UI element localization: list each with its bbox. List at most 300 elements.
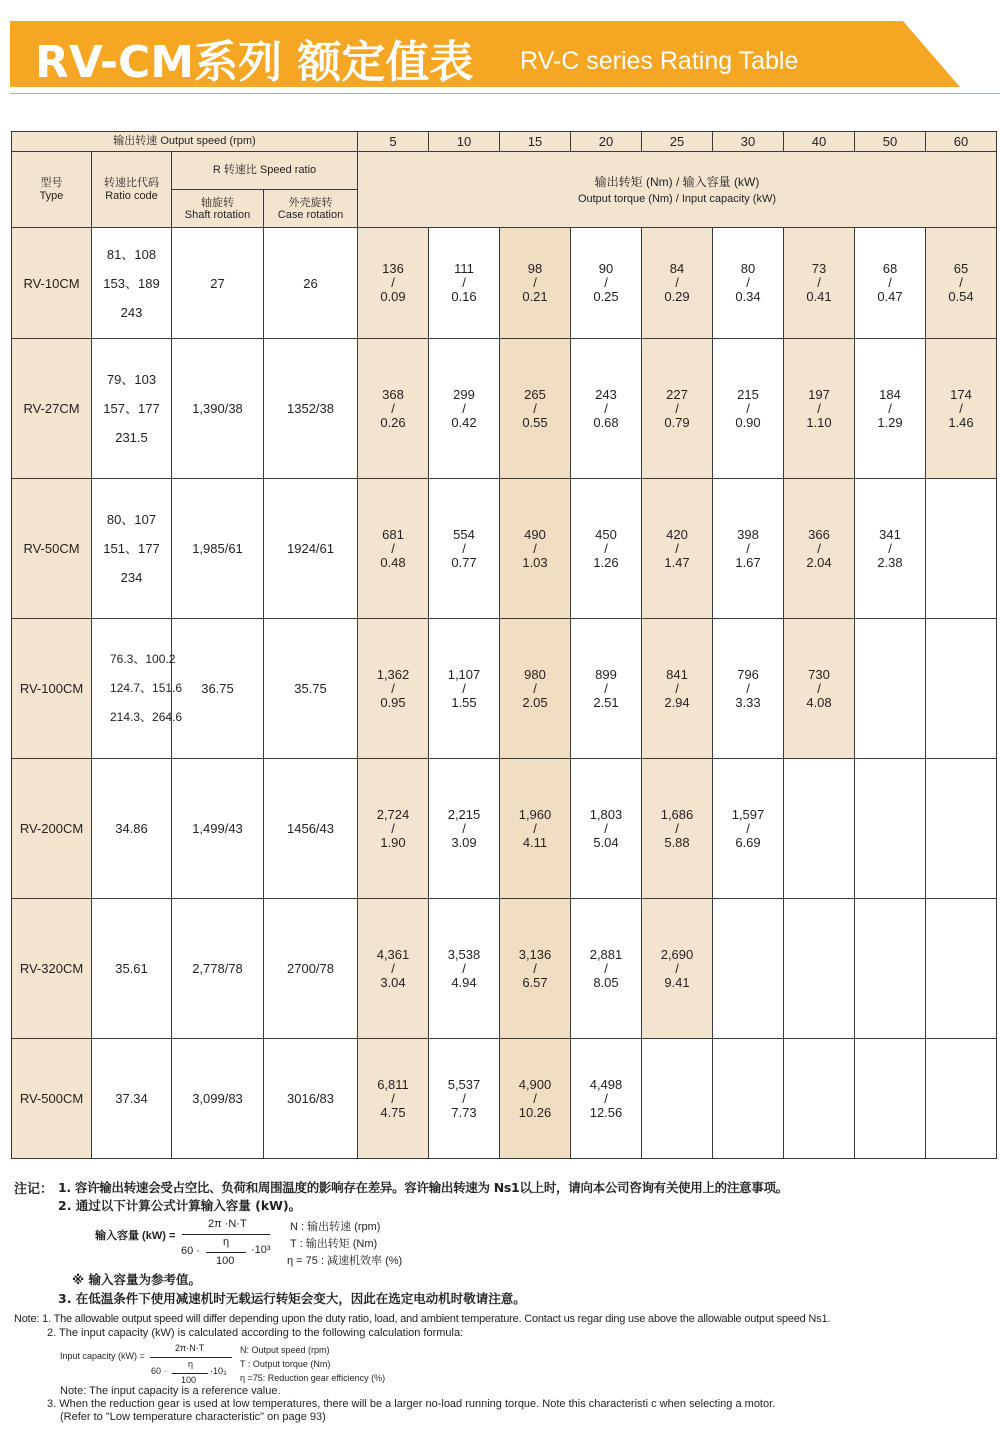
input-capacity-value: 6.69 xyxy=(735,834,761,850)
torque-capacity-cell xyxy=(642,479,713,619)
speed-50: 50 xyxy=(855,132,926,152)
torque-capacity-cell xyxy=(500,759,571,899)
output-torque-value: 84 xyxy=(669,261,685,276)
speed-15: 15 xyxy=(500,132,571,152)
case-rotation-cn: 外壳旋转 xyxy=(288,196,333,209)
case-rotation-ratio: 3016/83 xyxy=(264,1039,358,1159)
table-row xyxy=(12,899,997,1039)
model-type-cell: RV-10CM xyxy=(12,228,92,339)
input-capacity-value: 1.47 xyxy=(664,554,690,570)
value-separator: / xyxy=(675,960,679,976)
shaft-rotation-ratio: 3,099/83 xyxy=(172,1039,264,1159)
torque-header-en: Output torque (Nm) / Input capacity (kW) xyxy=(577,192,777,205)
output-torque-value: 899 xyxy=(595,666,617,682)
table-row xyxy=(12,619,997,759)
torque-capacity-cell xyxy=(358,339,429,479)
value-separator: / xyxy=(746,400,750,416)
value-separator: / xyxy=(391,540,395,556)
formula-cn-hundred: 100 xyxy=(216,1255,235,1267)
torque-capacity-cell xyxy=(855,339,926,479)
value-separator: / xyxy=(604,540,608,556)
formula-cn-legend-eta: η = 75 : 减速机效率 (%) xyxy=(287,1255,403,1267)
case-rotation-ratio: 26 xyxy=(264,228,358,339)
formula-en-power: ·10₃ xyxy=(210,1366,227,1376)
value-separator: / xyxy=(888,540,892,556)
torque-capacity-cell xyxy=(642,619,713,759)
torque-capacity-cell xyxy=(429,479,500,619)
note-en-2: 2. The input capacity (kW) is calculated according to the following calculation formula: xyxy=(47,1327,464,1339)
value-separator: / xyxy=(604,275,608,290)
value-separator: / xyxy=(746,680,750,696)
formula-cn-legend-n: N : 输出转速 (rpm) xyxy=(290,1221,381,1233)
torque-capacity-cell xyxy=(571,1039,642,1159)
torque-capacity-cell xyxy=(784,479,855,619)
formula-cn-legend-t: T : 输出转矩 (Nm) xyxy=(290,1238,378,1250)
model-type-cell: RV-320CM xyxy=(12,899,92,1039)
rating-table-body xyxy=(12,228,997,1159)
ratio-code-value: 214.3、264.6 xyxy=(110,710,183,724)
torque-capacity-cell xyxy=(429,339,500,479)
input-capacity-value: 3.33 xyxy=(735,694,761,710)
input-capacity-value: 0.25 xyxy=(593,289,619,304)
empty-cell xyxy=(855,759,926,899)
formula-cn-numerator: 2π ·N·T xyxy=(208,1218,247,1230)
input-capacity-value: 0.26 xyxy=(380,414,406,430)
shaft-rotation-cn: 轴旋转 xyxy=(201,196,234,209)
table-row xyxy=(12,479,997,619)
torque-capacity-cell xyxy=(429,619,500,759)
input-capacity-value: 3.04 xyxy=(380,974,406,990)
torque-capacity-header xyxy=(358,152,997,228)
speed-ratio-header: R 转速比 Speed ratio xyxy=(172,152,358,190)
torque-capacity-cell xyxy=(500,228,571,339)
speed-30: 30 xyxy=(713,132,784,152)
torque-capacity-cell xyxy=(642,228,713,339)
input-capacity-value: 0.09 xyxy=(380,289,406,304)
input-capacity-value: 5.04 xyxy=(593,834,619,850)
value-separator: / xyxy=(746,540,750,556)
torque-capacity-cell xyxy=(358,759,429,899)
output-torque-value: 4,900 xyxy=(518,1076,552,1092)
shaft-rotation-en: Shaft rotation xyxy=(184,208,251,221)
output-torque-value: 265 xyxy=(524,386,546,402)
ratio-code-value: 243 xyxy=(120,304,143,320)
output-torque-value: 215 xyxy=(737,386,759,402)
input-capacity-value: 0.21 xyxy=(522,289,548,304)
case-rotation-en: Case rotation xyxy=(277,208,344,221)
output-torque-value: 136 xyxy=(382,261,404,276)
input-capacity-value: 4.08 xyxy=(806,694,832,710)
shaft-rotation-header xyxy=(172,190,264,228)
output-torque-value: 174 xyxy=(950,386,972,402)
value-separator: / xyxy=(817,400,821,416)
value-separator: / xyxy=(675,680,679,696)
torque-capacity-cell xyxy=(713,759,784,899)
torque-capacity-cell xyxy=(642,759,713,899)
ratio-code-cell xyxy=(92,479,172,619)
torque-capacity-cell xyxy=(358,619,429,759)
rating-table xyxy=(11,131,997,1159)
output-torque-value: 243 xyxy=(595,386,617,402)
torque-capacity-cell xyxy=(571,899,642,1039)
value-separator: / xyxy=(533,400,537,416)
note-en-reference: Note: The input capacity is a reference value. xyxy=(60,1385,281,1397)
table-row xyxy=(12,1039,997,1159)
torque-capacity-cell xyxy=(642,899,713,1039)
torque-capacity-cell xyxy=(784,228,855,339)
torque-capacity-cell xyxy=(926,339,997,479)
ratio-code-header-cn: 转速比代码 xyxy=(104,176,159,189)
value-separator: / xyxy=(391,275,395,290)
value-separator: / xyxy=(604,820,608,836)
formula-en-fraction-bar xyxy=(150,1357,232,1358)
input-capacity-value: 8.05 xyxy=(593,974,619,990)
value-separator: / xyxy=(533,1090,537,1106)
ratio-code-header-en: Ratio code xyxy=(105,189,158,202)
case-rotation-ratio: 1924/61 xyxy=(264,479,358,619)
input-capacity-value: 0.47 xyxy=(877,289,903,304)
shaft-rotation-ratio: 1,499/43 xyxy=(172,759,264,899)
title-banner xyxy=(0,0,1000,95)
value-separator: / xyxy=(391,1090,395,1106)
torque-capacity-cell xyxy=(571,759,642,899)
value-separator: / xyxy=(675,400,679,416)
value-separator: / xyxy=(462,960,466,976)
output-torque-value: 1,107 xyxy=(447,666,481,682)
torque-capacity-cell xyxy=(500,479,571,619)
empty-cell xyxy=(784,759,855,899)
table-row xyxy=(12,759,997,899)
value-separator: / xyxy=(533,275,537,290)
ratio-code-header xyxy=(92,152,172,228)
output-torque-value: 184 xyxy=(879,386,901,402)
torque-capacity-cell xyxy=(358,228,429,339)
formula-en-lhs: Input capacity (kW) = xyxy=(60,1351,145,1361)
formula-cn-eta: η xyxy=(223,1236,230,1248)
value-separator: / xyxy=(817,275,821,290)
formula-cn-lhs: 输入容量 (kW) = xyxy=(95,1230,176,1242)
note-en-3: 3. When the reduction gear is used at low temperatures, there will be a larger no-load running torque. Note this characteristi c when selecting a motor. xyxy=(47,1398,776,1410)
value-separator: / xyxy=(462,680,466,696)
ratio-code-cell xyxy=(92,899,172,1039)
value-separator: / xyxy=(391,680,395,696)
torque-capacity-cell xyxy=(358,1039,429,1159)
ratio-code-cell xyxy=(92,228,172,339)
ratio-code-value: 231.5 xyxy=(115,430,148,445)
torque-capacity-cell xyxy=(429,1039,500,1159)
speed-20: 20 xyxy=(571,132,642,152)
input-capacity-value: 0.68 xyxy=(593,414,619,430)
input-capacity-value: 0.29 xyxy=(664,289,690,304)
notes-cn-label: 注记： xyxy=(14,1182,54,1197)
ratio-code-value: 37.34 xyxy=(115,1091,148,1106)
torque-capacity-cell xyxy=(500,1039,571,1159)
output-torque-value: 841 xyxy=(666,666,688,682)
input-capacity-value: 7.73 xyxy=(451,1104,477,1120)
banner-underline xyxy=(10,93,1000,94)
output-torque-value: 73 xyxy=(811,261,827,276)
note-cn-2: 2. 通过以下计算公式计算输入容量 (kW)。 xyxy=(58,1198,302,1213)
value-separator: / xyxy=(888,275,892,290)
input-capacity-value: 0.77 xyxy=(451,554,477,570)
input-capacity-value: 4.11 xyxy=(522,834,548,850)
note-cn-1: 1. 容许输出转速会受占空比、负荷和周围温度的影响存在差异。容许输出转速为 Ns1以上时，请向本公司咨询有关使用上的注意事项。 xyxy=(58,1180,788,1195)
torque-capacity-cell xyxy=(784,619,855,759)
torque-capacity-cell xyxy=(571,228,642,339)
formula-cn-denominator-left: 60 · xyxy=(181,1245,200,1257)
value-separator: / xyxy=(462,1090,466,1106)
formula-en-legend-t: T : Output torque (Nm) xyxy=(240,1359,331,1369)
empty-cell xyxy=(926,899,997,1039)
torque-capacity-cell xyxy=(358,479,429,619)
input-capacity-value: 1.03 xyxy=(522,554,548,570)
input-capacity-value: 0.55 xyxy=(522,414,548,430)
value-separator: / xyxy=(533,540,537,556)
speed-25: 25 xyxy=(642,132,713,152)
output-torque-value: 2,881 xyxy=(589,946,623,962)
output-torque-value: 366 xyxy=(808,526,830,542)
output-torque-value: 450 xyxy=(595,526,617,542)
input-capacity-value: 0.79 xyxy=(664,414,690,430)
output-torque-value: 98 xyxy=(527,261,543,276)
value-separator: / xyxy=(959,275,963,290)
input-capacity-value: 9.41 xyxy=(664,974,690,990)
value-separator: / xyxy=(959,400,963,416)
ratio-code-value: 124.7、151.6 xyxy=(110,681,183,695)
type-header xyxy=(12,152,92,228)
output-torque-value: 5,537 xyxy=(447,1076,481,1092)
speed-10: 10 xyxy=(429,132,500,152)
value-separator: / xyxy=(817,540,821,556)
ratio-code-cell xyxy=(92,339,172,479)
speed-40: 40 xyxy=(784,132,855,152)
input-capacity-value: 2.51 xyxy=(593,694,619,710)
value-separator: / xyxy=(391,960,395,976)
model-type-cell: RV-50CM xyxy=(12,479,92,619)
torque-capacity-cell xyxy=(713,619,784,759)
case-rotation-header xyxy=(264,190,358,228)
empty-cell xyxy=(855,899,926,1039)
case-rotation-ratio: 1352/38 xyxy=(264,339,358,479)
output-torque-value: 111 xyxy=(454,261,474,276)
ratio-code-value: 80、107 xyxy=(106,512,157,527)
shaft-rotation-ratio: 2,778/78 xyxy=(172,899,264,1039)
output-torque-value: 197 xyxy=(808,386,830,402)
input-capacity-value: 0.16 xyxy=(451,289,477,304)
output-torque-value: 80 xyxy=(740,261,756,276)
output-torque-value: 1,362 xyxy=(376,666,410,682)
input-capacity-value: 12.56 xyxy=(589,1104,623,1120)
formula-cn-sub-fraction-bar xyxy=(206,1252,246,1253)
output-torque-value: 980 xyxy=(524,666,546,682)
ratio-code-value: 34.86 xyxy=(115,821,148,836)
speed-5: 5 xyxy=(358,132,429,152)
value-separator: / xyxy=(604,400,608,416)
formula-en-hundred: 100 xyxy=(181,1375,197,1385)
formula-en-sub-fraction-bar xyxy=(172,1373,208,1374)
torque-capacity-cell xyxy=(784,339,855,479)
output-torque-value: 2,215 xyxy=(447,806,481,822)
output-torque-value: 2,690 xyxy=(660,946,694,962)
empty-cell xyxy=(926,759,997,899)
value-separator: / xyxy=(675,540,679,556)
torque-capacity-cell xyxy=(713,339,784,479)
empty-cell xyxy=(855,619,926,759)
torque-header-cn: 输出转矩 (Nm) / 输入容量 (kW) xyxy=(594,174,760,189)
torque-capacity-cell xyxy=(855,479,926,619)
page-subtitle: RV-C series Rating Table xyxy=(520,47,799,75)
ratio-code-value: 153、189 xyxy=(103,275,160,291)
output-torque-value: 3,136 xyxy=(518,946,552,962)
output-torque-value: 796 xyxy=(737,666,759,682)
input-capacity-value: 1.90 xyxy=(380,834,406,850)
output-speed-header: 输出转速 Output speed (rpm) xyxy=(12,132,358,152)
type-header-cn: 型号 xyxy=(40,176,63,189)
value-separator: / xyxy=(746,275,750,290)
output-torque-value: 1,686 xyxy=(660,806,694,822)
note-cn-reference: ※ 输入容量为参考值。 xyxy=(72,1272,202,1287)
model-type-cell: RV-200CM xyxy=(12,759,92,899)
input-capacity-value: 5.88 xyxy=(664,834,690,850)
value-separator: / xyxy=(533,960,537,976)
value-separator: / xyxy=(675,820,679,836)
output-torque-value: 68 xyxy=(882,261,898,276)
value-separator: / xyxy=(391,820,395,836)
model-type-cell: RV-100CM xyxy=(12,619,92,759)
input-capacity-value: 0.54 xyxy=(948,289,974,304)
value-separator: / xyxy=(746,820,750,836)
output-torque-value: 4,498 xyxy=(589,1076,623,1092)
output-torque-value: 2,724 xyxy=(376,806,410,822)
input-capacity-value: 1.29 xyxy=(877,414,903,430)
input-capacity-value: 1.46 xyxy=(948,414,974,430)
model-type-cell: RV-27CM xyxy=(12,339,92,479)
formula-en-legend-n: N: Output speed (rpm) xyxy=(240,1345,330,1355)
input-capacity-value: 0.34 xyxy=(735,289,761,304)
note-cn-3: 3. 在低温条件下使用减速机时无载运行转矩会变大，因此在选定电动机时敬请注意。 xyxy=(58,1291,526,1306)
torque-capacity-cell xyxy=(926,228,997,339)
value-separator: / xyxy=(462,275,466,290)
value-separator: / xyxy=(533,820,537,836)
output-torque-value: 227 xyxy=(666,386,688,402)
value-separator: / xyxy=(888,400,892,416)
ratio-code-cell xyxy=(92,759,172,899)
output-torque-value: 1,960 xyxy=(518,806,552,822)
input-capacity-value: 1.26 xyxy=(593,554,619,570)
torque-capacity-cell xyxy=(429,899,500,1039)
torque-capacity-cell xyxy=(429,759,500,899)
input-capacity-value: 1.67 xyxy=(735,554,761,570)
shaft-rotation-ratio: 36.75 xyxy=(172,619,264,759)
case-rotation-ratio: 2700/78 xyxy=(264,899,358,1039)
value-separator: / xyxy=(462,400,466,416)
output-torque-value: 3,538 xyxy=(447,946,481,962)
ratio-code-value: 35.61 xyxy=(115,961,148,976)
ratio-code-value: 151、177 xyxy=(103,541,160,556)
output-torque-value: 368 xyxy=(382,386,404,402)
input-capacity-value: 2.05 xyxy=(522,694,548,710)
value-separator: / xyxy=(533,680,537,696)
value-separator: / xyxy=(604,680,608,696)
model-type-cell: RV-500CM xyxy=(12,1039,92,1159)
output-torque-value: 554 xyxy=(453,526,475,542)
value-separator: / xyxy=(391,400,395,416)
formula-en-legend-eta: η =75: Reduction gear efficiency (%) xyxy=(240,1373,386,1383)
value-separator: / xyxy=(817,680,821,696)
input-capacity-value: 0.48 xyxy=(380,554,406,570)
output-torque-value: 681 xyxy=(382,526,404,542)
torque-capacity-cell xyxy=(500,619,571,759)
output-torque-value: 1,597 xyxy=(731,806,765,822)
input-capacity-value: 6.57 xyxy=(522,974,548,990)
output-torque-value: 730 xyxy=(808,666,830,682)
torque-capacity-cell xyxy=(855,228,926,339)
input-capacity-value: 0.95 xyxy=(380,694,406,710)
shaft-rotation-ratio: 1,985/61 xyxy=(172,479,264,619)
empty-cell xyxy=(926,479,997,619)
output-torque-value: 65 xyxy=(953,261,969,276)
page-title: RV-CM系列 额定值表 xyxy=(35,37,474,88)
torque-capacity-cell xyxy=(713,479,784,619)
formula-en-denominator-left: 60 · xyxy=(151,1366,167,1376)
input-capacity-value: 10.26 xyxy=(518,1104,552,1120)
ratio-code-cell xyxy=(92,619,183,759)
formula-en-eta: η xyxy=(188,1359,194,1369)
empty-cell xyxy=(642,1039,713,1159)
input-capacity-value: 4.75 xyxy=(380,1104,406,1120)
output-torque-value: 6,811 xyxy=(377,1076,409,1092)
speed-60: 60 xyxy=(926,132,997,152)
ratio-code-value: 76.3、100.2 xyxy=(110,652,176,666)
output-torque-value: 341 xyxy=(879,526,901,542)
formula-cn-power: ·10³ xyxy=(251,1244,271,1256)
input-capacity-value: 1.10 xyxy=(806,414,832,430)
ratio-code-value: 81、108 xyxy=(106,246,157,262)
type-header-en: Type xyxy=(39,189,64,202)
note-en-1: Note: 1. The allowable output speed will differ depending upon the duty ratio, load, and ambient temperature. Contact us regar ding use above the allowable output speed Ns1. xyxy=(14,1313,831,1325)
output-torque-value: 299 xyxy=(453,386,475,402)
output-torque-value: 90 xyxy=(598,261,614,276)
output-torque-value: 420 xyxy=(666,526,688,542)
case-rotation-ratio: 35.75 xyxy=(264,619,358,759)
shaft-rotation-ratio: 27 xyxy=(172,228,264,339)
ratio-code-value: 157、177 xyxy=(103,401,160,416)
input-capacity-value: 0.42 xyxy=(451,414,477,430)
torque-capacity-cell xyxy=(358,899,429,1039)
empty-cell xyxy=(855,1039,926,1159)
value-separator: / xyxy=(675,275,679,290)
formula-en-numerator: 2π·N·T xyxy=(175,1343,205,1353)
value-separator: / xyxy=(604,960,608,976)
torque-capacity-cell xyxy=(500,899,571,1039)
torque-capacity-cell xyxy=(571,479,642,619)
torque-capacity-cell xyxy=(642,339,713,479)
shaft-rotation-ratio: 1,390/38 xyxy=(172,339,264,479)
value-separator: / xyxy=(462,820,466,836)
output-torque-value: 398 xyxy=(737,526,759,542)
note-en-3-reference: (Refer to "Low temperature characteristic" on page 93) xyxy=(60,1411,326,1423)
input-capacity-value: 3.09 xyxy=(451,834,477,850)
output-torque-value: 4,361 xyxy=(376,946,410,962)
torque-capacity-cell xyxy=(713,228,784,339)
ratio-code-value: 79、103 xyxy=(106,372,157,387)
table-row xyxy=(12,228,997,339)
case-rotation-ratio: 1456/43 xyxy=(264,759,358,899)
input-capacity-value: 4.94 xyxy=(451,974,477,990)
input-capacity-value: 2.04 xyxy=(806,554,832,570)
ratio-code-value: 234 xyxy=(120,570,143,585)
torque-capacity-cell xyxy=(429,228,500,339)
